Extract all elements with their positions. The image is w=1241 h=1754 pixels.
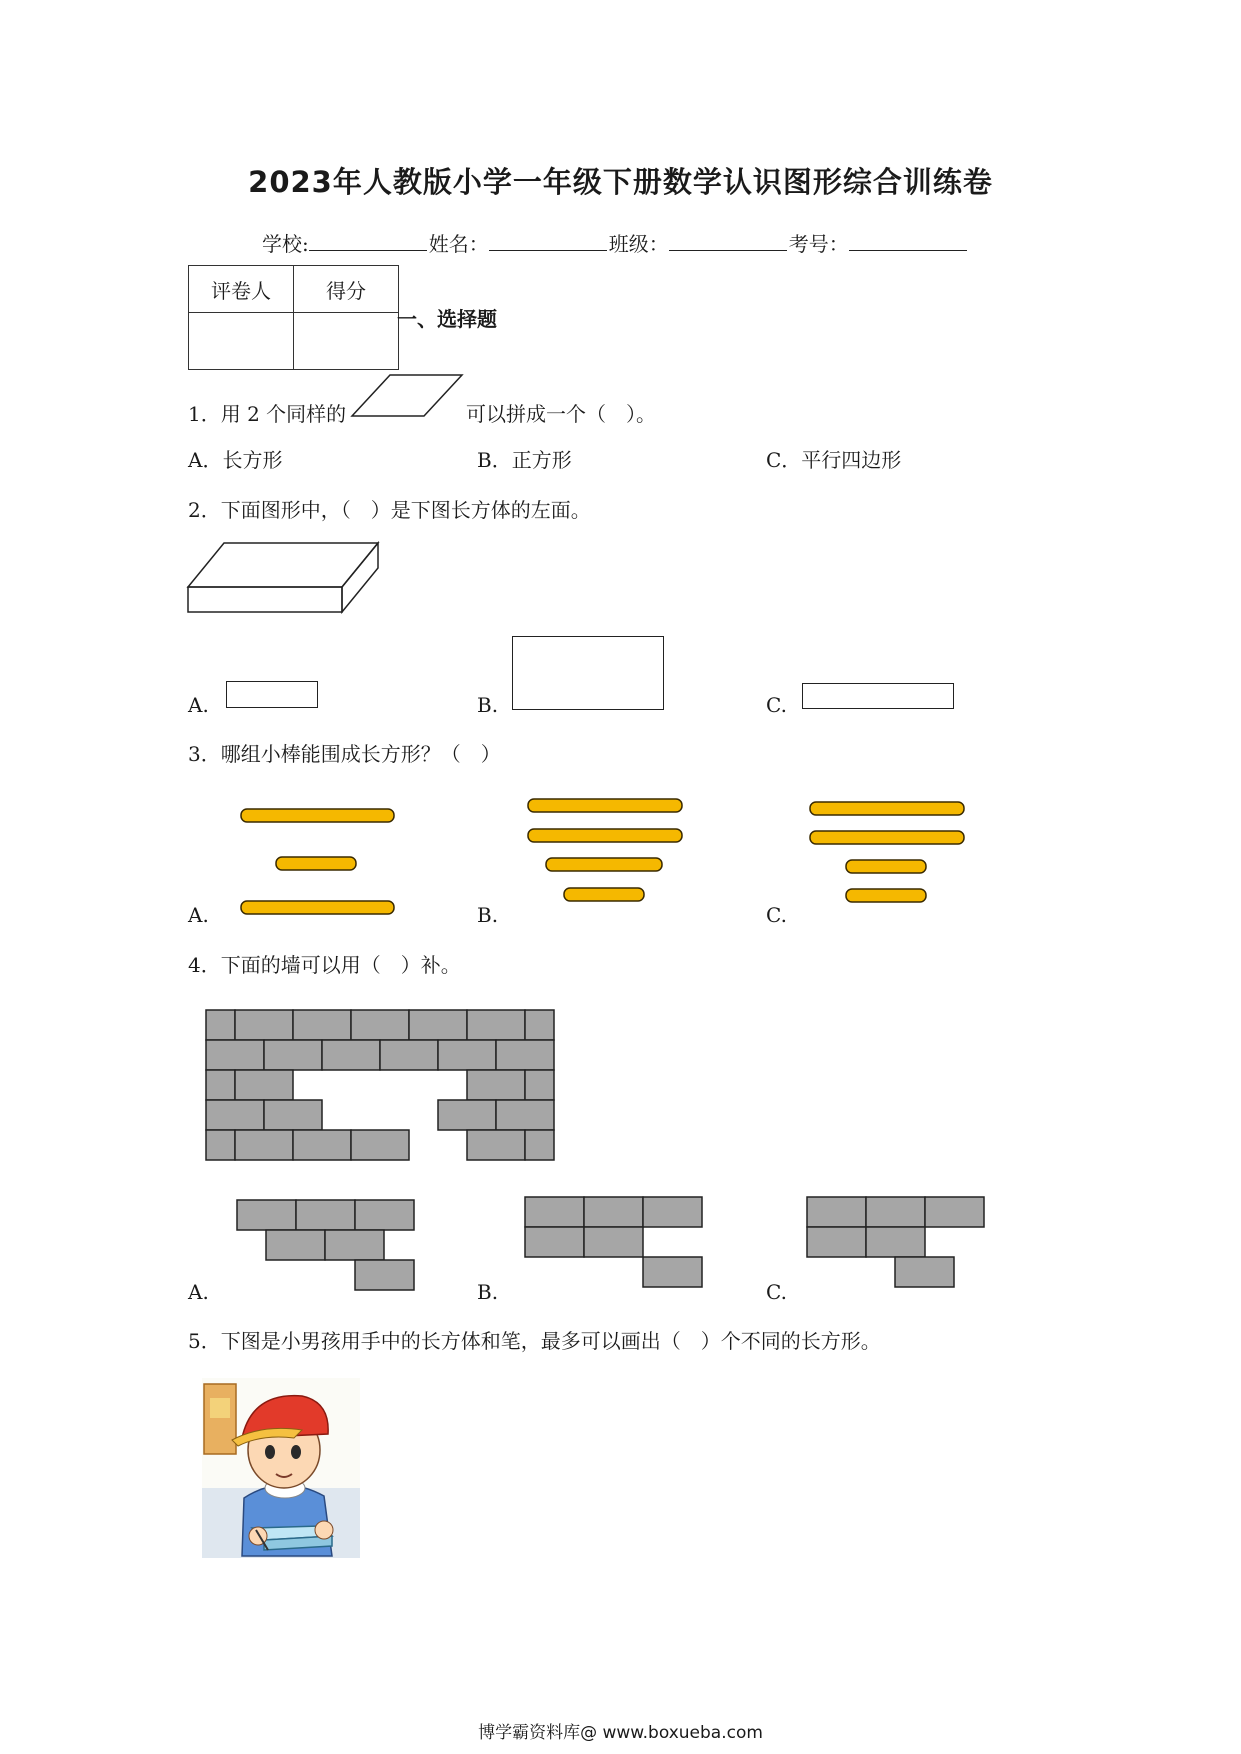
class-label: 班级： [608,232,669,256]
sticks-figure [230,795,1010,920]
stick-a2 [276,857,356,870]
exam-no-label: 考号： [788,232,849,256]
q1-option-a[interactable]: A．长方形 [188,448,283,472]
stick-c1 [810,802,964,815]
student-info-line [262,228,969,257]
q4-patch-a[interactable] [232,1195,422,1295]
score-cell[interactable] [294,313,399,370]
name-label: 姓名： [428,232,489,256]
school-label: 学校: [262,232,309,256]
q3-option-c[interactable]: C. [766,903,787,927]
q2-rect-b[interactable] [512,636,664,710]
q2-option-c[interactable]: C. [766,693,787,717]
class-blank[interactable] [669,232,787,251]
q2-option-a[interactable]: A. [188,693,209,717]
grader-table [188,265,399,370]
exam-no-blank[interactable] [849,232,967,251]
stick-c2 [810,831,964,844]
q1-option-b[interactable]: B．正方形 [477,448,572,472]
question-1-start: 1．用 2 个同样的 [188,402,347,426]
q4-option-c[interactable]: C. [766,1280,787,1304]
stick-b3 [546,858,662,871]
q2-rect-a[interactable] [226,681,318,708]
stick-b1 [528,799,682,812]
page-title: 2023年人教版小学一年级下册数学认识图形综合训练卷 [248,165,993,199]
q3-option-b[interactable]: B. [477,903,499,927]
grader-header: 评卷人 [189,266,294,313]
stick-c3 [846,860,926,873]
grader-cell[interactable] [189,313,294,370]
stick-a3 [241,901,394,914]
question-1-end: 可以拼成一个（ ）。 [466,402,656,426]
question-5-text: 5．下图是小男孩用手中的长方体和笔，最多可以画出（ ）个不同的长方形。 [188,1329,881,1353]
stick-c4 [846,889,926,902]
footer-watermark: 博学霸资料库@ www.boxueba.com [478,1723,763,1743]
q4-patch-b[interactable] [520,1192,710,1292]
q2-option-b[interactable]: B. [477,693,499,717]
q4-option-a[interactable]: A. [188,1280,209,1304]
q4-option-b[interactable]: B. [477,1280,499,1304]
name-blank[interactable] [489,232,607,251]
brick-wall-figure [200,1004,568,1166]
parallelogram-figure [350,372,465,420]
q1-option-c[interactable]: C．平行四边形 [766,448,902,472]
question-4-text: 4．下面的墙可以用（ ）补。 [188,953,461,977]
stick-b2 [528,829,682,842]
q2-rect-c[interactable] [802,683,954,709]
question-2-text: 2．下面图形中，（ ）是下图长方体的左面。 [188,498,591,522]
question-3-text: 3．哪组小棒能围成长方形？（ ） [188,742,501,766]
school-blank[interactable] [309,232,427,251]
section-title: 一、选择题 [397,307,497,331]
score-header: 得分 [294,266,399,313]
cuboid-figure [186,540,382,615]
q4-patch-c[interactable] [802,1192,992,1292]
boy-drawing-illustration [202,1378,360,1558]
q3-option-a[interactable]: A. [188,903,209,927]
stick-b4 [564,888,644,901]
stick-a1 [241,809,394,822]
